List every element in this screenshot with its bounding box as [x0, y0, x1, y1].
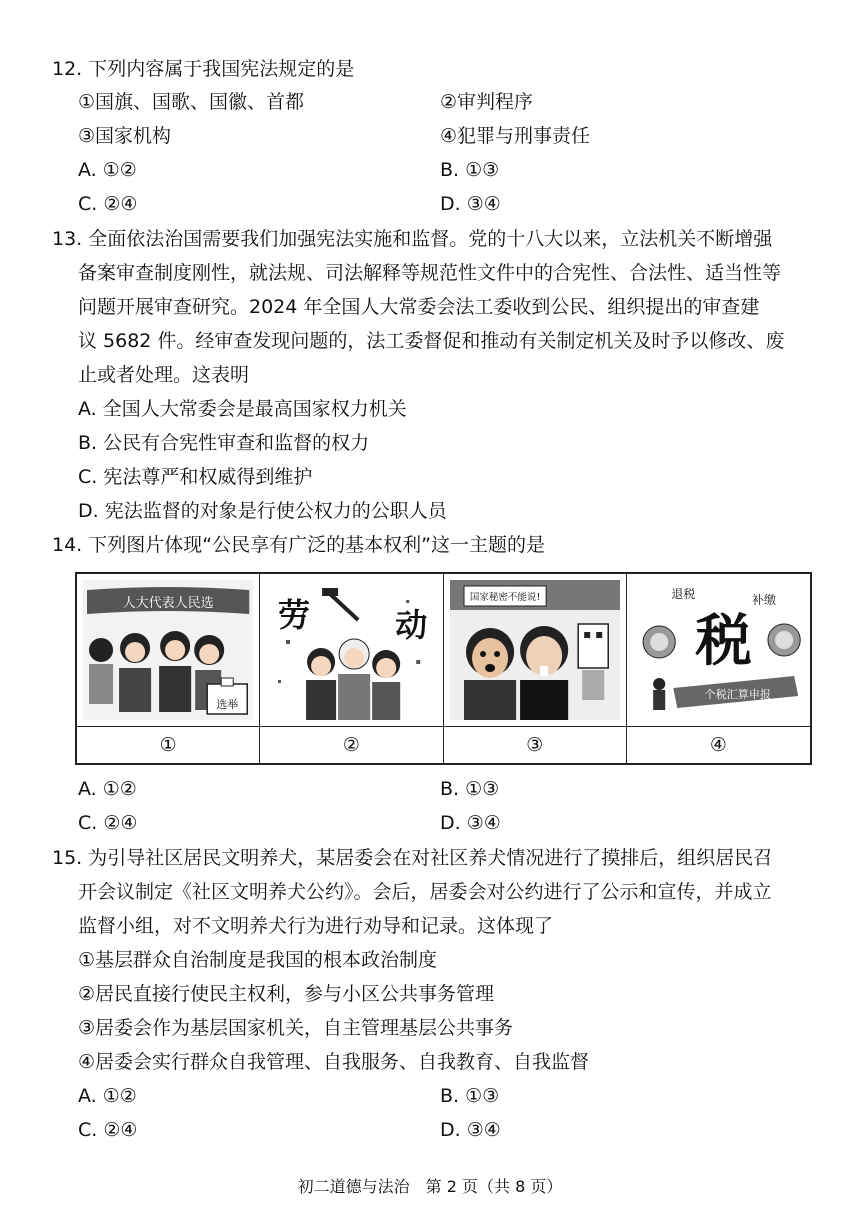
q13-line-4: 议 5682 件。经审查发现问题的，法工委督促和推动有关制定机关及时予以修改、废: [78, 330, 785, 352]
pic4-tag-2: 补缴: [751, 593, 776, 607]
page-footer: 初二道德与法治 第 2 页（共 8 页）: [297, 1177, 563, 1196]
q13-option-d: D. 宪法监督的对象是行使公权力的公职人员: [78, 500, 447, 522]
q12-item-4: ④犯罪与刑事责任: [440, 125, 591, 147]
q14-option-d: D. ③④: [440, 812, 501, 834]
q15-option-d: D. ③④: [440, 1119, 501, 1141]
picture-election: [77, 574, 260, 727]
q13-line-3: 问题开展审查研究。2024 年全国人大常委会法工委收到公民、组织提出的审查建: [78, 296, 760, 318]
q12-option-c: C. ②④: [78, 193, 138, 215]
q15-item-3: ③居委会作为基层国家机关，自主管理基层公共事务: [78, 1017, 514, 1039]
q13-option-a: A. 全国人大常委会是最高国家权力机关: [78, 398, 407, 420]
q14-option-c: C. ②④: [78, 812, 138, 834]
q15-line-3: 监督小组，对不文明养犬行为进行劝导和记录。这体现了: [78, 915, 554, 937]
q15-line-2: 开会议制定《社区文明养犬公约》。会后，居委会对公约进行了公示和宣传，并成立: [78, 881, 772, 903]
caption-2: ②: [260, 727, 443, 763]
q15-item-2: ②居民直接行使民主权利，参与小区公共事务管理: [78, 983, 495, 1005]
pic3-sign-text: 国家秘密不能说!: [469, 592, 540, 603]
q15-item-4: ④居委会实行群众自我管理、自我服务、自我教育、自我监督: [78, 1051, 590, 1073]
q13-line-2: 备案审查制度刚性，就法规、司法解释等规范性文件中的合宪性、合法性、适当性等: [78, 262, 782, 284]
pic1-banner-text: 人大代表人民选: [122, 596, 214, 611]
pic2-right-text: 动: [395, 606, 428, 644]
picture-state-secret: [444, 574, 627, 727]
pic4-tag-1: 退税: [671, 587, 696, 601]
caption-3: ③: [444, 727, 627, 763]
q12-item-1: ①国旗、国歌、国徽、首都: [78, 91, 305, 113]
picture-labor: [260, 574, 443, 727]
pic4-base-text: 个税汇算申报: [704, 688, 771, 701]
q12-stem: 12. 下列内容属于我国宪法规定的是: [52, 58, 355, 80]
q15-line-1: 15. 为引导社区居民文明养犬，某居委会在对社区养犬情况进行了摸排后，组织居民召: [52, 847, 773, 869]
pic4-big-char: 税: [695, 609, 752, 674]
q13-line-5: 止或者处理。这表明: [78, 364, 250, 386]
q13-option-c: C. 宪法尊严和权威得到维护: [78, 466, 313, 488]
q15-option-b: B. ①③: [440, 1085, 500, 1107]
q12-option-d: D. ③④: [440, 193, 501, 215]
q14-stem: 14. 下列图片体现“公民享有广泛的基本权利”这一主题的是: [52, 534, 545, 556]
caption-4: ④: [709, 734, 727, 756]
q13-line-1: 13. 全面依法治国需要我们加强宪法实施和监督。党的十八大以来，立法机关不断增强: [52, 228, 773, 250]
q15-option-c: C. ②④: [78, 1119, 138, 1141]
q14-picture-table: [75, 572, 812, 765]
picture-tax: [627, 574, 810, 727]
q13-option-b: B. 公民有合宪性审查和监督的权力: [78, 432, 370, 454]
pic2-left-text: 劳: [278, 596, 311, 634]
q15-item-1: ①基层群众自治制度是我国的根本政治制度: [78, 949, 438, 971]
caption-1: ①: [77, 727, 260, 763]
pic1-box-text: 选举: [216, 698, 239, 711]
q15-option-a: A. ①②: [78, 1085, 137, 1107]
q12-item-3: ③国家机构: [78, 125, 172, 147]
q12-option-b: B. ①③: [440, 159, 500, 181]
q14-option-b: B. ①③: [440, 778, 500, 800]
q14-option-a: A. ①②: [78, 778, 137, 800]
q12-item-2: ②审判程序: [440, 91, 534, 113]
q12-option-a: A. ①②: [78, 159, 137, 181]
